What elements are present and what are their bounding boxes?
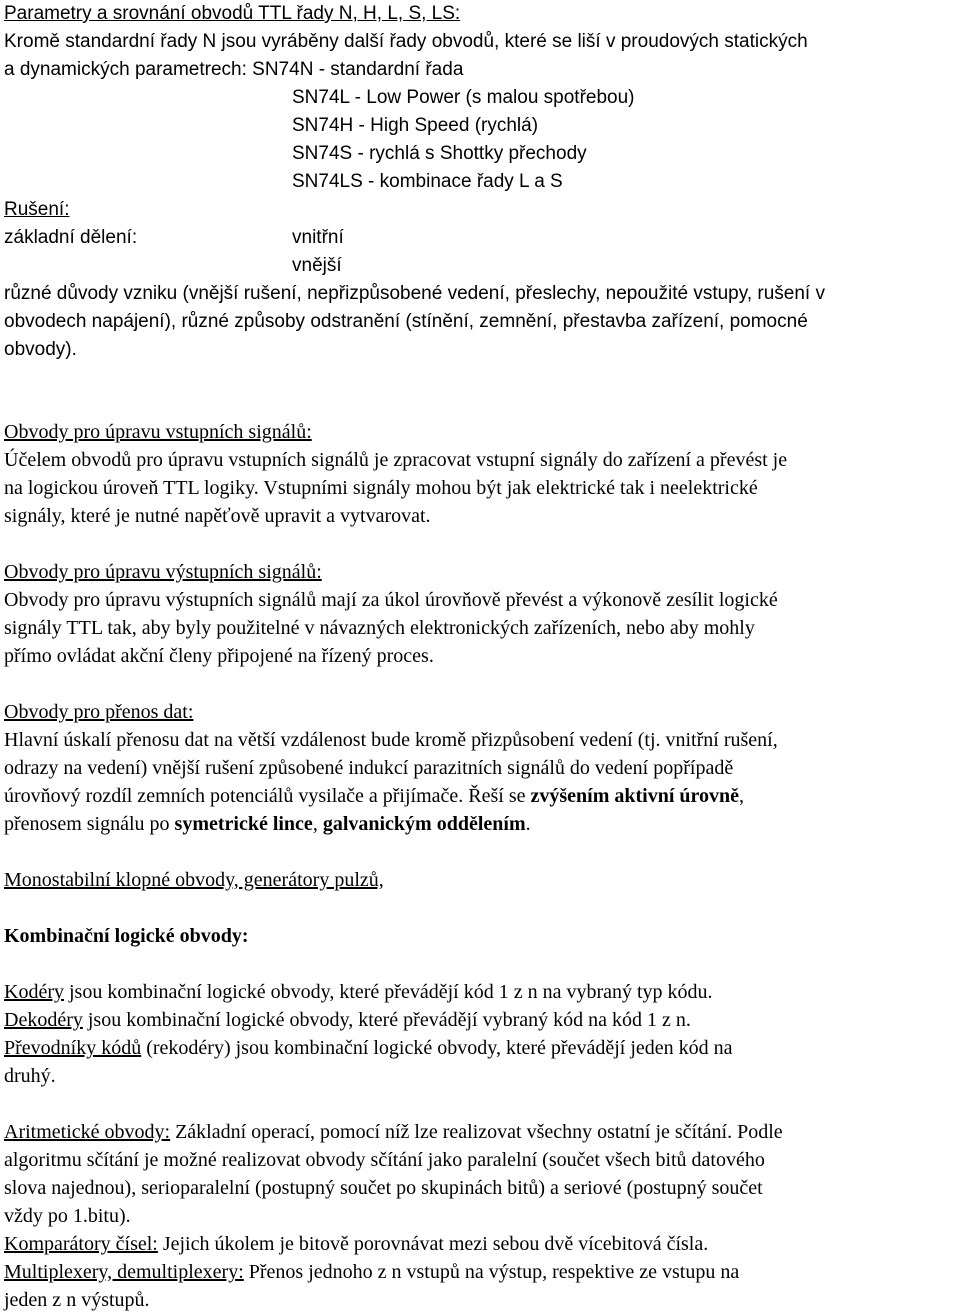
comparators-line [4, 1230, 708, 1258]
transfer-heading: Obvody pro přenos dat: [4, 701, 194, 723]
decoders-term: Dekodéry [4, 1009, 83, 1031]
arith-line-3: slova najednou), serioparalelní (postupný součet po skupinách bitů) a seriové (postupný součet [4, 1177, 763, 1199]
noise-heading: Rušení: [4, 199, 70, 220]
transfer-text-line-3-part-c: , [739, 785, 745, 807]
transfer-text-line-3 [4, 782, 744, 810]
arith-term: Aritmetické obvody: [4, 1121, 171, 1143]
ttl-series-h: SN74H - High Speed (rychlá) [292, 115, 539, 136]
input-text-line-3: signály, které je nutné napěťově upravit a vytvarovat. [4, 505, 431, 527]
transfer-emphasis-active-level: zvýšením aktivní úrovně [530, 785, 740, 807]
ttl-heading: Parametry a srovnání obvodů TTL řady N, H, L, S, LS: [4, 3, 461, 24]
converters-term: Převodníky kódů [4, 1037, 142, 1059]
comb-decoders-line [4, 1006, 691, 1034]
comb-converters-line-1 [4, 1034, 733, 1062]
transfer-text-line-4-part-e: . [525, 813, 531, 835]
output-text-line-3: přímo ovládat akční členy připojené na řízený proces. [4, 645, 434, 667]
comparators-term: Komparátory čísel: [4, 1233, 158, 1255]
comb-converters-line-2: druhý. [4, 1065, 56, 1087]
ttl-series-s: SN74S - rychlá s Shottky přechody [292, 143, 587, 164]
mono-heading: Monostabilní klopné obvody, generátory pulzů, [4, 869, 384, 891]
transfer-text-line-4-part-a: přenosem signálu po [4, 813, 175, 835]
decoders-text: jsou kombinační logické obvody, které převádějí vybraný kód na kód 1 z n. [82, 1009, 691, 1031]
transfer-text-line-3-part-a: úrovňový rozdíl zemních potenciálů vysilače a přijímače. Řeší se [4, 785, 531, 807]
comb-heading: Kombinační logické obvody: [4, 925, 249, 947]
ttl-series-ls: SN74LS - kombinace řady L a S [292, 171, 563, 192]
input-text-line-1: Účelem obvodů pro úpravu vstupních signálů je zpracovat vstupní signály do zařízení a převést je [4, 449, 788, 471]
noise-text-line-2: obvodech napájení), různé způsoby odstranění (stínění, zemnění, přestavba zařízení, pomocné [4, 311, 808, 332]
noise-basic-label: základní dělení: [4, 227, 138, 248]
ttl-intro-line-1: Kromě standardní řady N jsou vyráběny další řady obvodů, které se liší v proudových statických [4, 31, 808, 52]
transfer-text-line-4-part-c: , [312, 813, 323, 835]
noise-text-line-3: obvody). [4, 339, 77, 360]
coders-term: Kodéry [4, 981, 64, 1003]
mux-line-2: jeden z n výstupů. [4, 1289, 150, 1311]
noise-internal: vnitřní [292, 227, 344, 248]
mux-line-1 [4, 1258, 739, 1286]
ttl-intro-line-2: a dynamických parametrech: SN74N - standardní řada [4, 59, 464, 80]
converters-text-1: (rekodéry) jsou kombinační logické obvody, které převádějí jeden kód na [141, 1037, 733, 1059]
mux-term: Multiplexery, demultiplexery: [4, 1261, 244, 1283]
noise-external: vnější [292, 255, 342, 276]
coders-text: jsou kombinační logické obvody, které převádějí kód 1 z n na vybraný typ kódu. [63, 981, 713, 1003]
input-heading: Obvody pro úpravu vstupních signálů: [4, 421, 312, 443]
arith-text-1: Základní operací, pomocí níž lze realizovat všechny ostatní je sčítání. Podle [170, 1121, 783, 1143]
output-text-line-1: Obvody pro úpravu výstupních signálů mají za úkol úrovňově převést a výkonově zesílit logické [4, 589, 778, 611]
arith-line-1 [4, 1118, 783, 1146]
arith-line-2: algoritmu sčítání je možné realizovat obvody sčítání jako paralelní (součet všech bitů datového [4, 1149, 765, 1171]
output-text-line-2: signály TTL tak, aby byly použitelné v návazných elektronických zařízeních, nebo aby mohly [4, 617, 755, 639]
noise-text-line-1: různé důvody vzniku (vnější rušení, nepřizpůsobené vedení, přeslechy, nepoužité vstupy, rušení v [4, 283, 825, 304]
ttl-series-l: SN74L - Low Power (s malou spotřebou) [292, 87, 635, 108]
arith-line-4: vždy po 1.bitu). [4, 1205, 131, 1227]
input-text-line-2: na logickou úroveň TTL logiky. Vstupními signály mohou být jak elektrické tak i neelektrické [4, 477, 758, 499]
transfer-emphasis-symmetric-line: symetrické lince [174, 813, 313, 835]
comb-coders-line [4, 978, 713, 1006]
transfer-emphasis-galvanic-isolation: galvanickým oddělením [322, 813, 526, 835]
output-heading: Obvody pro úpravu výstupních signálů: [4, 561, 322, 583]
transfer-text-line-2: odrazy na vedení) vnější rušení způsobené indukcí parazitních signálů do vedení popřípadě [4, 757, 734, 779]
transfer-text-line-1: Hlavní úskalí přenosu dat na větší vzdálenost bude kromě přizpůsobení vedení (tj. vnitřní rušení, [4, 729, 778, 751]
mux-text-1: Přenos jednoho z n vstupů na výstup, respektive ze vstupu na [243, 1261, 740, 1283]
comparators-text: Jejich úkolem je bitově porovnávat mezi sebou dvě vícebitová čísla. [157, 1233, 709, 1255]
transfer-text-line-4 [4, 810, 531, 838]
